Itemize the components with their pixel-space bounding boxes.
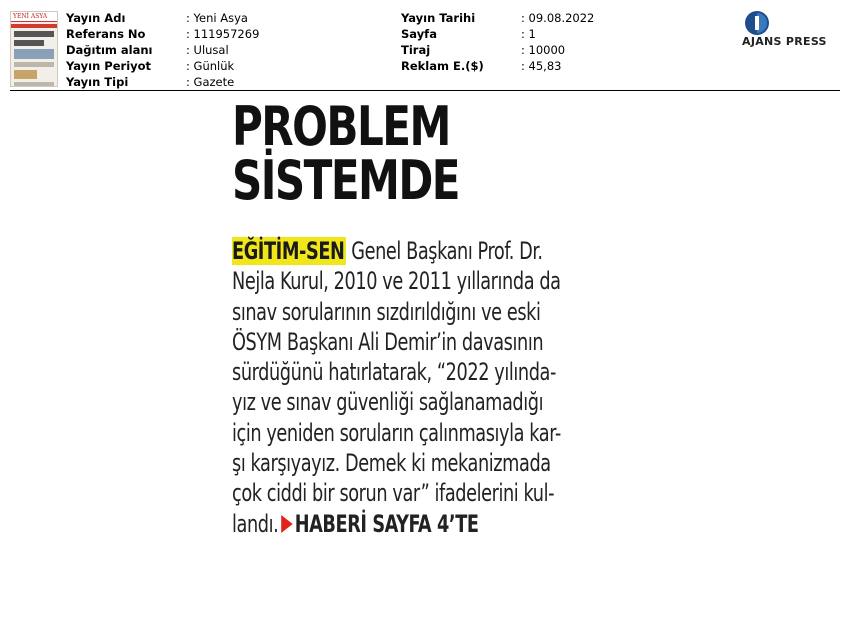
body-line: sürdüğünü hatırlatarak, “2022 yılında- [232, 358, 556, 387]
article-headline-block [232, 95, 632, 212]
body-line: şı karşıyayız. Demek ki mekanizmada [232, 449, 551, 478]
meta-label: Reklam E.($) [401, 59, 484, 73]
body-line [232, 509, 560, 539]
meta-label: Tiraj [401, 43, 431, 57]
meta-row-referans-no [66, 26, 259, 42]
meta-value: : Günlük [186, 59, 235, 73]
meta-value: : 45,83 [521, 59, 562, 73]
continuation-reference[interactable]: HABERİ SAYFA 4’TE [294, 509, 479, 538]
article-body [232, 236, 632, 539]
clipping-header [0, 0, 850, 92]
body-line: ÖSYM Başkanı Ali Demir’in davasının [232, 327, 544, 356]
body-text: Genel Başkanı Prof. Dr. [346, 237, 543, 265]
newspaper-thumbnail[interactable] [10, 11, 58, 87]
arrow-right-icon [282, 515, 293, 533]
meta-value: : 111957269 [186, 27, 260, 41]
body-line [232, 236, 560, 266]
meta-row-reklam [401, 58, 594, 74]
logo-text: AJANS PRESS [742, 35, 827, 48]
lead-highlight: EĞİTİM-SEN [232, 237, 345, 265]
header-divider [10, 90, 840, 91]
meta-value: : Ulusal [186, 43, 229, 57]
ajans-press-logo-icon [744, 10, 770, 36]
body-line: yız ve sınav güvenliği sağlanamadığı [232, 388, 544, 417]
body-line: sınav sorularının sızdırıldığını ve eski [232, 297, 541, 326]
body-text: landı. [232, 509, 279, 538]
meta-label: Yayın Adı [66, 11, 126, 25]
meta-label: Dağıtım alanı [66, 43, 153, 57]
meta-value: : 09.08.2022 [521, 11, 595, 25]
headline [232, 95, 544, 212]
meta-value: : Gazete [186, 75, 235, 89]
ajans-press-logo [742, 10, 842, 50]
meta-row-yayin-periyot [66, 58, 259, 74]
meta-label: Yayın Tipi [66, 75, 129, 89]
meta-label: Yayın Tarihi [401, 11, 476, 25]
meta-right [401, 10, 594, 74]
meta-value: : 10000 [521, 43, 566, 57]
meta-label: Sayfa [401, 27, 437, 41]
headline-line: SİSTEMDE [232, 149, 460, 212]
meta-row-yayin-tarihi [401, 10, 594, 26]
meta-label: Referans No [66, 27, 146, 41]
meta-row-yayin-tipi [66, 74, 259, 90]
meta-row-sayfa [401, 26, 594, 42]
body-line: Nejla Kurul, 2010 ve 2011 yıllarında da [232, 267, 561, 296]
meta-row-yayin-adi [66, 10, 259, 26]
headline-line: PROBLEM [232, 95, 450, 158]
body-line: çok ciddi bir sorun var” ifadelerini kul- [232, 479, 555, 508]
meta-value: : Yeni Asya [186, 11, 248, 25]
meta-row-tiraj [401, 42, 594, 58]
meta-value: : 1 [521, 27, 536, 41]
thumbnail-masthead: YENİ ASYA [11, 12, 57, 22]
meta-left [66, 10, 259, 90]
meta-row-dagitim-alani [66, 42, 259, 58]
body-line: için yeniden soruların çalınmasıyla kar- [232, 418, 561, 447]
meta-label: Yayın Periyot [66, 59, 152, 73]
